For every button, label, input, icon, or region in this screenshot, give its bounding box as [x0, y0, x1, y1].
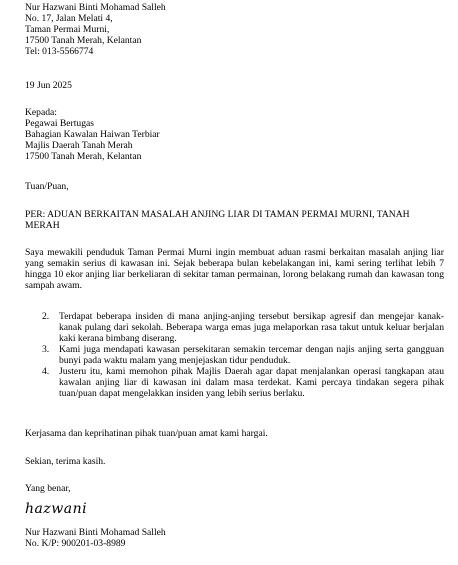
closing-thanks-text: Kerjasama dan keprihatinan pihak tuan/puan amat kami hargai. [25, 428, 268, 439]
list-number: 3. [42, 344, 50, 355]
list-text: Justeru itu, kami memohon pihak Majlis Daerah agar dapat menjalankan operasi tangkapan atau kawalan anjing liar di kawasan ini dalam masa terdekat. Kami percaya tindakan segera pihak tuan/puan dapat mengelakkan insiden yang lebih serius berlaku. [59, 366, 444, 399]
date-text: 19 Jun 2025 [25, 80, 72, 91]
list-text: Kami juga mendapati kawasan persekitaran semakin tercemar dengan najis anjing serta gangguan bunyi pada waktu malam yang menjejaskan tidur penduduk. [59, 344, 444, 366]
sender-city: 17500 Tanah Merah, Kelantan [25, 35, 142, 46]
list-number: 2. [42, 311, 50, 322]
sender-name: Nur Hazwani Binti Mohamad Salleh [25, 2, 166, 13]
recipient-title: Pegawai Bertugas [25, 118, 95, 129]
signer-name: Nur Hazwani Binti Mohamad Salleh [25, 527, 166, 538]
signoff [25, 483, 444, 494]
recipient-address [25, 107, 444, 162]
list-item [25, 366, 444, 399]
list-number: 4. [42, 366, 50, 377]
signoff-text: Yang benar, [25, 483, 71, 494]
closing-thanks [25, 428, 444, 439]
closing-text: Sekian, terima kasih. [25, 456, 106, 467]
intro-paragraph [25, 247, 444, 291]
sender-phone: Tel: 013-5566774 [25, 46, 94, 57]
list-text: Terdapat beberapa insiden di mana anjing-anjing tersebut bersikap agresif dan mengejar kanak-kanak pulang dari sekolah. Beberapa warga emas juga melaporkan rasa takut untuk keluar berjalan kaki kerana bimbang diserang. [59, 311, 444, 344]
list-item [25, 311, 444, 344]
recipient-department: Bahagian Kawalan Haiwan Terbiar [25, 129, 160, 140]
recipient-label: Kepada: [25, 107, 57, 118]
salutation-text: Tuan/Puan, [25, 181, 69, 192]
sender-street: No. 17, Jalan Melati 4, [25, 13, 113, 24]
recipient-city: 17500 Tanah Merah, Kelantan [25, 151, 142, 162]
subject-line [25, 209, 442, 231]
signer-ic: No. K/P: 900201-03-8989 [25, 538, 126, 549]
points-list [25, 311, 444, 399]
salutation [25, 181, 444, 192]
signer-block [25, 527, 444, 549]
signature [25, 502, 444, 516]
letter-date [25, 80, 444, 91]
recipient-council: Majlis Daerah Tanah Merah [25, 140, 133, 151]
closing [25, 456, 444, 467]
sender-address [25, 2, 444, 57]
list-item [25, 344, 444, 366]
intro-text: Saya mewakili penduduk Taman Permai Murni ingin membuat aduan rasmi berkaitan masalah anjing liar yang semakin serius di kawasan ini. Sejak beberapa bulan kebelakangan ini, kami sering terlihat lebih 7 hingga 10 ekor anjing liar berkeliaran di sekitar taman permainan, lorong belakang rumah dan kawasan tong sampah awam. [25, 247, 444, 291]
signature-text: hazwani [25, 501, 88, 517]
sender-area: Taman Permai Murni, [25, 24, 110, 35]
subject-text: PER: ADUAN BERKAITAN MASALAH ANJING LIAR DI TAMAN PERMAI MURNI, TANAH MERAH [25, 209, 410, 231]
